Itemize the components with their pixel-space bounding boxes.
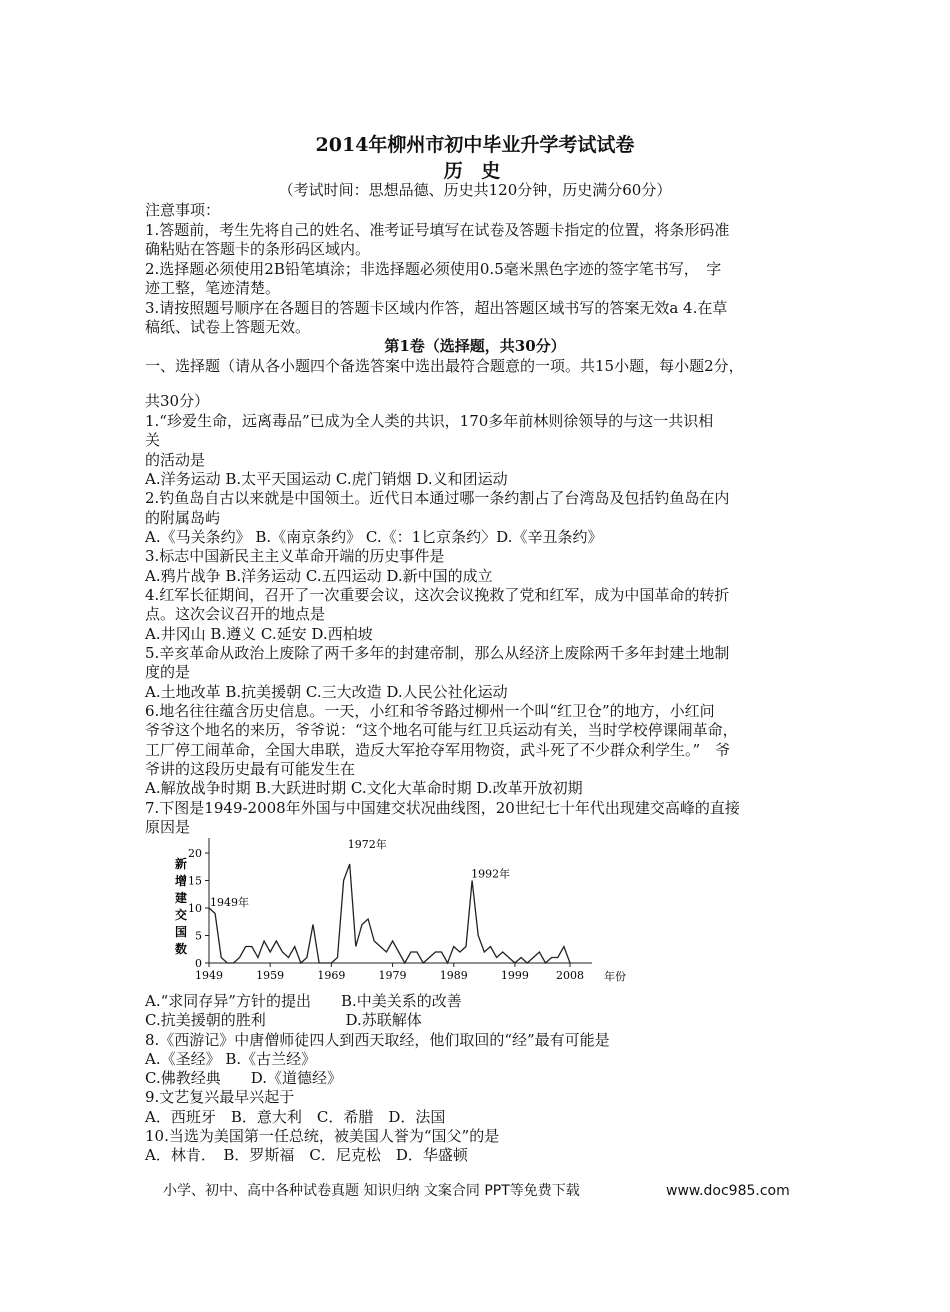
diplomatic-relations-chart [160,832,630,992]
question-line: 工厂停工闹革命，全国大串联，造反大军抢夺军用物资，武斗死了不少群众利学生。” 爷 [145,741,731,759]
question-line: 点。这次会议召开的地点是 [145,605,326,623]
section-title: 第1卷（选择题，共30分） [384,337,566,355]
question-options: A.鸦片战争 B.洋务运动 C.五四运动 D.新中国的成立 [145,567,493,585]
subject-title: 历 史 [443,160,507,182]
exam-title: 2014年柳州市初中毕业升学考试试卷 [315,134,635,156]
question-options: A.《圣经》 B.《古兰经》 [145,1050,317,1068]
y-label-char: 建 [174,891,188,905]
x-tick-label: 2008 [556,969,584,982]
question-line: 1.“珍爱生命，远离毒品”已成为全人类的共识，170多年前林则徐领导的与这一共识相 [145,412,714,430]
notice-line: 3.请按照题号顺序在各题目的答题卡区域内作答，超出答题区域书写的答案无效a 4.在草 [145,299,728,317]
question-options: C.佛教经典 D.《道德经》 [145,1069,342,1087]
x-tick-label: 1999 [500,969,529,982]
question-line: 的附属岛屿 [145,509,221,527]
chart-y-label [175,856,187,956]
question-options: C.抗美援朝的胜利 D.苏联解体 [145,1011,422,1029]
annotation-label: 1972年 [347,838,387,851]
notice-heading: 注意事项： [145,201,221,219]
question-line: 8.《西游记》中唐僧师徒四人到西天取经，他们取回的“经”最有可能是 [145,1031,610,1049]
question-options: A.洋务运动 B.太平天国运动 C.虎门销烟 D.义和团运动 [145,470,508,488]
instruction-line: 共30分） [145,392,210,410]
y-label-char: 新 [174,857,188,871]
y-tick-label: 0 [195,957,202,970]
question-line: 6.地名往往蕴含历史信息。一天，小红和爷爷路过柳州一个叫“红卫仓”的地方，小红问 [145,702,715,720]
annotation-label: 1949年 [210,896,249,909]
x-tick-label: 1979 [378,969,407,982]
annotation-label: 1992年 [471,867,511,881]
x-tick-label: 1959 [256,969,285,982]
notice-line: 确粘贴在答题卡的条形码区域内。 [145,240,371,258]
question-options: A．林肯． B．罗斯福 C．尼克松 D．华盛顿 [145,1146,468,1164]
question-line: 10.当选为美国第一任总统，被美国人誉为“国父”的是 [145,1127,500,1145]
question-line: 5.辛亥革命从政治上废除了两千多年的封建帝制，那么从经济上废除两千多年封建土地制 [145,644,730,662]
question-line: 度的是 [145,663,191,681]
exam-time-note: （考试时间：思想品德、历史共120分钟，历史满分60分） [278,181,672,199]
question-line: 9.文艺复兴最早兴起于 [145,1088,295,1106]
y-tick-label: 15 [188,874,202,888]
footer-link[interactable]: www.doc985.com [666,1183,790,1199]
question-options: A.井冈山 B.遵义 C.延安 D.西柏坡 [145,625,373,643]
y-tick-label: 20 [188,847,202,860]
notice-line: 2.选择题必须使用2B铅笔填涂；非选择题必须使用0.5毫米黑色字迹的签字笔书写， 字 [145,260,722,278]
x-tick-label: 1949 [195,969,223,982]
question-line: 2.钓鱼岛自古以来就是中国领土。近代日本通过哪一条约割占了台湾岛及包括钓鱼岛在内 [145,489,730,507]
question-line: 的活动是 [145,451,206,469]
y-tick-label: 10 [188,902,202,915]
x-tick-label: 1989 [439,969,468,982]
y-label-char: 交 [174,908,188,922]
question-options: A.《马关条约》 B.《南京条约》 C.《：1匕京条约〉D.《辛丑条约》 [145,528,603,546]
question-line: 爷讲的这段历史最有可能发生在 [145,760,356,778]
question-line: 爷爷这个地名的来历，爷爷说：“这个地名可能与红卫兵运动有关，当时学校停课闹革命， [145,721,738,739]
chart-ticks [188,847,584,982]
series-line [209,864,570,963]
question-options: A.“求同存异”方针的提出 B.中美关系的改善 [145,992,462,1010]
question-line: 原因是 [145,818,191,836]
y-label-char: 数 [174,942,188,956]
footer-text: 小学、初中、高中各种试卷真题 知识归纳 文案合同 PPT等免费下载 [163,1183,580,1199]
chart-x-label: 年份 [604,970,626,983]
question-line: 关 [145,431,161,449]
question-line: 4.红军长征期间，召开了一次重要会议，这次会议挽救了党和红军，成为中国革命的转折 [145,586,730,604]
y-tick-label: 5 [195,929,202,943]
question-line: 3.标志中国新民主主义革命开端的历史事件是 [145,547,445,565]
y-label-char: 国 [174,925,188,939]
question-line: 7.下图是1949-2008年外国与中国建交状况曲线图，20世纪七十年代出现建交高峰的直接 [145,799,740,817]
notice-line: 1.答题前，考生先将自己的姓名、准考证号填写在试卷及答题卡指定的位置，将条形码准 [145,221,730,239]
question-options: A.解放战争时期 B.大跃进时期 C.文化大革命时期 D.改革开放初期 [145,779,583,797]
notice-line: 迹工整，笔迹清楚。 [145,279,281,297]
question-options: A.土地改革 B.抗美援朝 C.三大改造 D.人民公社化运动 [145,683,508,701]
chart-annotations [210,837,510,909]
y-label-char: 增 [174,874,188,888]
instruction-line: 一、选择题（请从各小题四个备选答案中选出最符合题意的一项。共15小题，每小题2分， [145,357,744,375]
x-tick-label: 1969 [317,969,346,982]
question-options: A．西班牙 B．意大利 C．希腊 D．法国 [145,1108,446,1126]
notice-line: 稿纸、试卷上答题无效。 [145,318,311,336]
